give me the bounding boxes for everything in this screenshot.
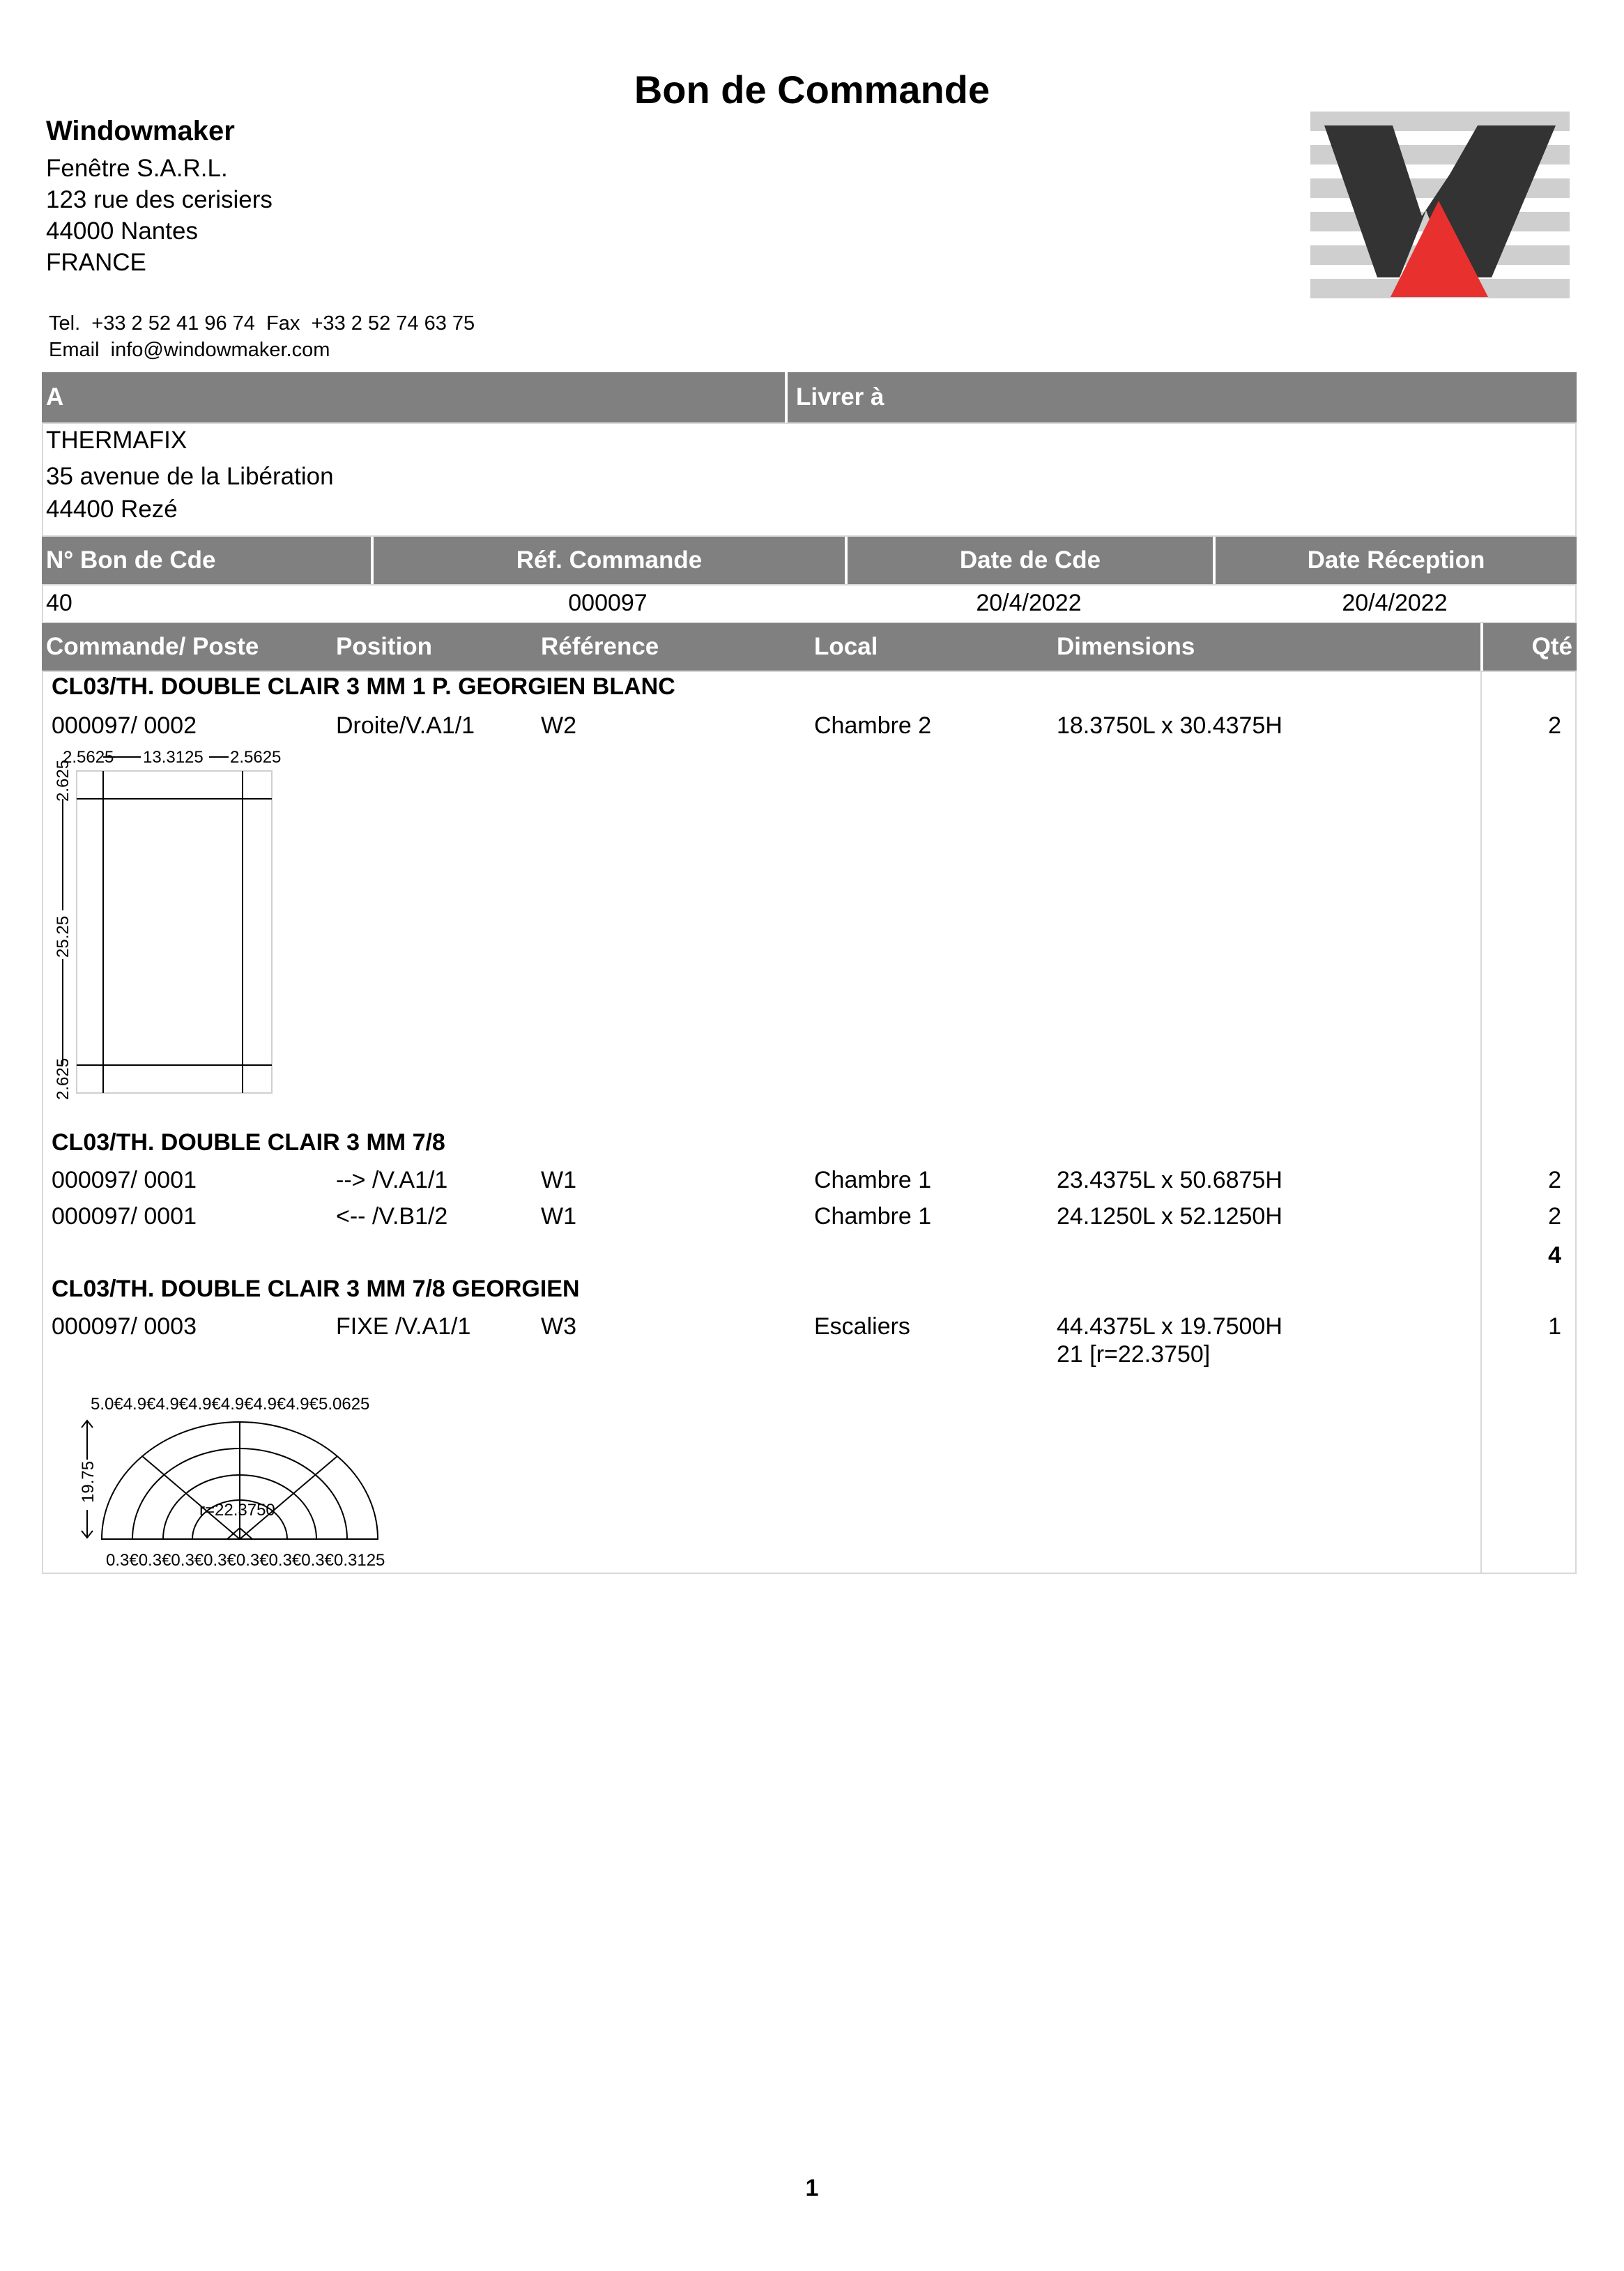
row-dimensions-extra: 21 [r=22.3750] (1057, 1341, 1211, 1368)
company-legal-name: Fenêtre S.A.R.L. (46, 155, 228, 182)
col-local: Local (814, 633, 878, 660)
row-position: FIXE /V.A1/1 (336, 1313, 471, 1340)
col-reference: Référence (541, 633, 659, 660)
recipient-city: 44400 Rezé (46, 496, 178, 523)
address-header-bar (42, 372, 1577, 422)
order-reception-value: 20/4/2022 (1342, 590, 1448, 616)
tel-value: +33 2 52 41 96 74 (91, 312, 255, 335)
email-label: Email (49, 339, 100, 361)
group-total-qty: 4 (1548, 1242, 1561, 1269)
dim-side-mid: 25.25 (54, 915, 72, 958)
row-order: 000097/ 0001 (52, 1167, 197, 1193)
tel-label: Tel. (49, 312, 81, 335)
row-position: --> /V.A1/1 (336, 1167, 448, 1193)
col-qty: Qté (1480, 623, 1577, 671)
order-header-bar (42, 537, 1577, 584)
row-local: Chambre 1 (814, 1167, 932, 1193)
row-qty: 2 (1548, 712, 1561, 739)
page-number: 1 (805, 2175, 819, 2201)
dim-top-left: 2.5625 (63, 748, 114, 767)
dim-side-top: 2.625 (54, 759, 72, 802)
order-date-value: 20/4/2022 (976, 590, 1082, 616)
window-drawing-w2 (42, 743, 293, 1106)
order-no-value: 40 (46, 590, 72, 616)
row-dimensions: 23.4375L x 50.6875H (1057, 1167, 1282, 1193)
row-local: Chambre 2 (814, 712, 932, 739)
order-ref-header: Réf. Commande (371, 537, 845, 584)
arch-radius: r=22.3750 (199, 1501, 275, 1520)
row-reference: W3 (541, 1313, 576, 1340)
row-reference: W1 (541, 1167, 576, 1193)
row-dimensions: 44.4375L x 19.7500H (1057, 1313, 1282, 1340)
row-qty: 1 (1548, 1313, 1561, 1340)
col-dimensions: Dimensions (1057, 633, 1195, 660)
row-dimensions: 18.3750L x 30.4375H (1057, 712, 1282, 739)
group-title: CL03/TH. DOUBLE CLAIR 3 MM 1 P. GEORGIEN BLANC (52, 673, 675, 700)
company-city: 44000 Nantes (46, 217, 198, 245)
company-phone-line (49, 312, 475, 335)
window-drawing-w3 (70, 1391, 404, 1574)
row-qty: 2 (1548, 1167, 1561, 1193)
dim-top-mid: 13.3125 (143, 748, 204, 767)
email-value: info@windowmaker.com (110, 339, 330, 361)
order-ref-value: 000097 (568, 590, 648, 616)
fax-label: Fax (266, 312, 300, 335)
page-title: Bon de Commande (634, 68, 990, 112)
row-order: 000097/ 0001 (52, 1203, 197, 1230)
row-reference: W1 (541, 1203, 576, 1230)
company-email-line (49, 339, 330, 362)
row-order: 000097/ 0002 (52, 712, 197, 739)
fax-value: +33 2 52 74 63 75 (311, 312, 475, 335)
row-reference: W2 (541, 712, 576, 739)
order-no-header: N° Bon de Cde (46, 546, 216, 574)
dim-top-right: 2.5625 (230, 748, 282, 767)
row-position: Droite/V.A1/1 (336, 712, 475, 739)
arch-bottom-dims: 0.3€0.3€0.3€0.3€0.3€0.3€0.3€0.3125 (106, 1551, 385, 1570)
row-qty: 2 (1548, 1203, 1561, 1230)
deliver-to-header: Livrer à (785, 372, 1577, 422)
arch-height-dim: 19.75 (79, 1460, 98, 1503)
company-street: 123 rue des cerisiers (46, 186, 273, 213)
company-name: Windowmaker (46, 116, 235, 146)
row-dimensions: 24.1250L x 52.1250H (1057, 1203, 1282, 1230)
company-country: FRANCE (46, 249, 146, 276)
items-header-bar (42, 623, 1577, 671)
windowmaker-logo (1310, 112, 1570, 303)
row-position: <-- /V.B1/2 (336, 1203, 448, 1230)
dim-side-bottom: 2.625 (54, 1057, 72, 1100)
qty-column-divider (1480, 671, 1482, 1574)
col-order: Commande/ Poste (46, 633, 259, 660)
order-reception-header: Date Réception (1213, 537, 1577, 584)
row-local: Escaliers (814, 1313, 910, 1340)
group-title: CL03/TH. DOUBLE CLAIR 3 MM 7/8 (52, 1129, 445, 1156)
arch-top-dims: 5.0€4.9€4.9€4.9€4.9€4.9€4.9€5.0625 (91, 1395, 370, 1414)
group-title: CL03/TH. DOUBLE CLAIR 3 MM 7/8 GEORGIEN (52, 1276, 580, 1302)
arch-frame (102, 1422, 378, 1539)
row-order: 000097/ 0003 (52, 1313, 197, 1340)
recipient-name: THERMAFIX (46, 427, 187, 454)
col-position: Position (336, 633, 433, 660)
row-local: Chambre 1 (814, 1203, 932, 1230)
recipient-street: 35 avenue de la Libération (46, 463, 334, 490)
order-date-header: Date de Cde (845, 537, 1213, 584)
to-header: A (46, 383, 64, 411)
